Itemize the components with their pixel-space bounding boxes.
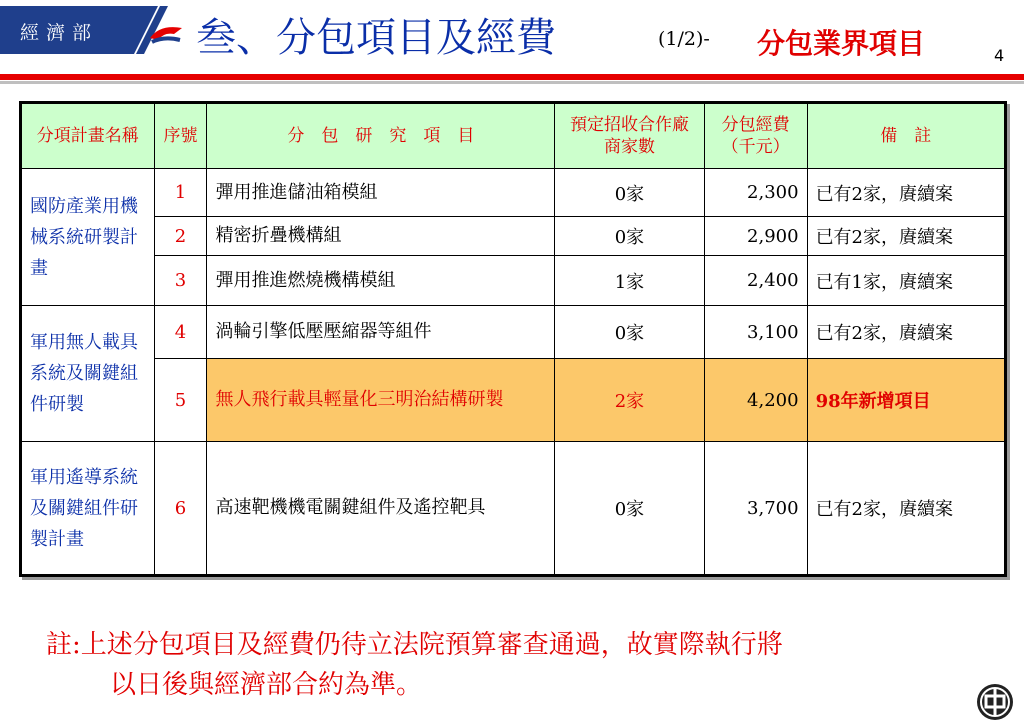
seq-cell: 2 xyxy=(154,217,207,256)
count-cell: 2家 xyxy=(555,359,705,442)
fund-cell: 2,900 xyxy=(704,217,807,256)
note-cell: 已有2家，賡續案 xyxy=(807,306,1005,359)
header-note: 備 註 xyxy=(807,103,1005,169)
header-count: 預定招收合作廠商家數 xyxy=(555,103,705,169)
table-header-row xyxy=(21,103,1006,169)
category-cell: 軍用無人載具系統及關鍵組件研製 xyxy=(21,306,155,442)
category-cell: 國防產業用機械系統研製計畫 xyxy=(21,169,155,306)
table-row xyxy=(21,217,1006,256)
subcontract-table xyxy=(19,101,1007,577)
page-subtitle: 分包業界項目 xyxy=(757,27,926,60)
ministry-name: 經濟部 xyxy=(20,22,99,44)
header-fund: 分包經費（千元） xyxy=(704,103,807,169)
header-divider-gray xyxy=(0,81,1024,84)
note-cell: 98年新增項目 xyxy=(807,359,1005,442)
header-divider-red xyxy=(0,74,1024,80)
header-item: 分 包 研 究 項 目 xyxy=(207,103,555,169)
fund-cell: 2,400 xyxy=(704,256,807,306)
seq-cell: 5 xyxy=(154,359,207,442)
item-cell: 渦輪引擎低壓壓縮器等組件 xyxy=(207,306,555,359)
count-cell: 0家 xyxy=(555,169,705,217)
fund-cell: 3,100 xyxy=(704,306,807,359)
footnote-line-2: 以日後與經濟部合約為準。 xyxy=(110,670,423,700)
note-cell: 已有2家，賡續案 xyxy=(807,217,1005,256)
seq-cell: 3 xyxy=(154,256,207,306)
fund-cell: 3,700 xyxy=(704,442,807,576)
seq-cell: 1 xyxy=(154,169,207,217)
table-row xyxy=(21,169,1006,217)
count-cell: 0家 xyxy=(555,442,705,576)
fund-cell: 4,200 xyxy=(704,359,807,442)
table-row-highlighted xyxy=(21,359,1006,442)
table-row xyxy=(21,306,1006,359)
table-row xyxy=(21,442,1006,576)
header-category: 分項計畫名稱 xyxy=(21,103,155,169)
seq-cell: 6 xyxy=(154,442,207,576)
fund-cell: 2,300 xyxy=(704,169,807,217)
count-cell: 1家 xyxy=(555,256,705,306)
table-row xyxy=(21,256,1006,306)
item-cell: 彈用推進儲油箱模組 xyxy=(207,169,555,217)
item-cell: 高速靶機機電關鍵組件及遙控靶具 xyxy=(207,442,555,576)
count-cell: 0家 xyxy=(555,306,705,359)
chung-shan-institute-logo-icon xyxy=(975,682,1015,722)
note-cell: 已有1家，賡續案 xyxy=(807,256,1005,306)
seq-cell: 4 xyxy=(154,306,207,359)
page-title: 叁、分包項目及經費 xyxy=(196,15,556,61)
footnote-line-1: 註:上述分包項目及經費仍待立法院預算審查通過，故實際執行將 xyxy=(46,630,783,660)
item-cell: 精密折疊機構組 xyxy=(207,217,555,256)
page-number: 4 xyxy=(994,46,1005,65)
category-cell: 軍用遙導系統及關鍵組件研製計畫 xyxy=(21,442,155,576)
note-cell: 已有2家，賡續案 xyxy=(807,442,1005,576)
count-cell: 0家 xyxy=(555,217,705,256)
ministry-emblem-icon xyxy=(120,6,190,56)
note-cell: 已有2家，賡續案 xyxy=(807,169,1005,217)
ministry-logo-box xyxy=(0,6,120,54)
page-title-fraction: (1/2)- xyxy=(658,28,710,50)
header-seq: 序號 xyxy=(154,103,207,169)
item-cell: 彈用推進燃燒機構模組 xyxy=(207,256,555,306)
item-cell: 無人飛行載具輕量化三明治結構研製 xyxy=(207,359,555,442)
